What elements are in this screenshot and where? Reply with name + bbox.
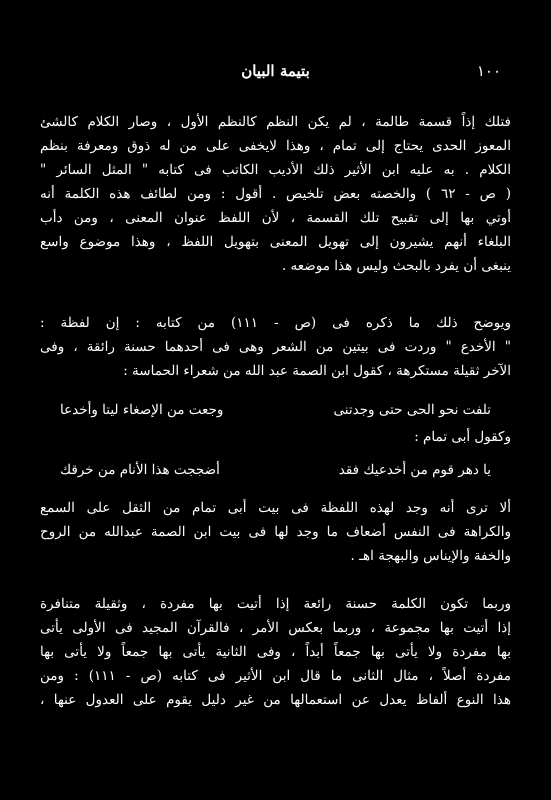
text-line: والخفة والإيناس والبهجة اهـ . (350, 548, 511, 564)
text-line: ويوضح ذلك ما ذكره فى (ص - ١١١) من كتابه : إن لفظة : (40, 315, 511, 331)
text-line: إذا أتيت بها مجموعة ، وربما بعكس الأمر ، فالقرآن المجيد فى الأولى يأتى (40, 620, 511, 636)
text-line: مفردة أصلاً ، مثال الثانى ما قال ابن الأثير فى كتابه (ص - ١١١) : ومن (40, 668, 511, 684)
text-line: الكلام . به عليه ابن الأثير ذلك الأديب الكاتب فى كتابه " المثل السائر " (40, 162, 511, 178)
text-line: أوتي بها إلى تقبيح تلك القسمة ، لأن اللفظ عنوان المعنى ، ومن دأب (40, 210, 511, 226)
paragraph-5 (40, 592, 511, 712)
page-number: ١٠٠ (476, 62, 501, 80)
verse-second-hemistich: أضججت هذا الأنام من خرقك (60, 462, 220, 478)
verse-second-hemistich: وجعت من الإصغاء ليتا وأخدعا (60, 402, 224, 418)
verse-first-hemistich: يا دهر قوم من أخدعيك فقد (338, 462, 491, 478)
text-line: الآخر ثقيلة مستكرهة ، كقول ابن الصمة عبد الله من شعراء الحماسة : (123, 363, 511, 379)
verse-first-hemistich: تلفت نحو الحى حتى وجدتنى (333, 402, 491, 418)
text-line: ينبغى أن يفرد بالبحث وليس هذا موضعه . (281, 258, 511, 274)
text-line: وربما تكون الكلمة حسنة رائعة إذا أتيت بها مفردة ، وثقيلة متنافرة (40, 596, 511, 612)
text-line: بها مفردة ولا يأتى بها جمعاً أبداً ، وفى الثانية يأتى بها جمعاً ولا يأتى بها (40, 644, 511, 660)
text-line: وكقول أبى تمام : (414, 429, 511, 445)
paragraph-3 (40, 425, 511, 449)
verse-2 (60, 458, 491, 482)
text-line: ( ص - ٦٢ ) والخصته بعض تلخيص . أقول : ومن لطائف هذه الكلمة أنه (40, 186, 511, 202)
text-line: " الأخدع " وردت فى بيتين من الشعر وهى فى أحدهما حسنة رائقة ، وفى (40, 339, 511, 355)
text-line: ألا ترى أنه وجد لهذه اللفظة فى بيت أبى تمام من الثقل على السمع (40, 500, 511, 516)
verse-1 (60, 398, 491, 422)
running-title: بتيمة البيان (241, 62, 310, 80)
page-header (50, 62, 501, 84)
text-line: المعوز الحدى يحتاج إلى تمام ، وهذا لايخفى على من له ذوق ومعرفة بنظم (40, 138, 511, 154)
text-line: والكراهة فى النفس أضعاف ما وجد لها فى بيت ابن الصمة عبدالله من الروح (40, 524, 511, 540)
text-line: فتلك إذاً قسمة طالمة ، لم يكن النظم كالنظم الأول ، وصار الكلام كالشئ (40, 114, 511, 130)
text-line: هذا النوع ألفاظ يعدل عن استعمالها من غير دليل يقوم على العدول عنها ، (40, 692, 511, 708)
paragraph-4 (40, 496, 511, 568)
text-line: البلغاء أنهم يشيرون إلى تهويل المعنى بتهويل اللفظ ، وهذا موضوع واسع (40, 234, 511, 250)
paragraph-2 (40, 311, 511, 383)
paragraph-1 (40, 110, 511, 278)
